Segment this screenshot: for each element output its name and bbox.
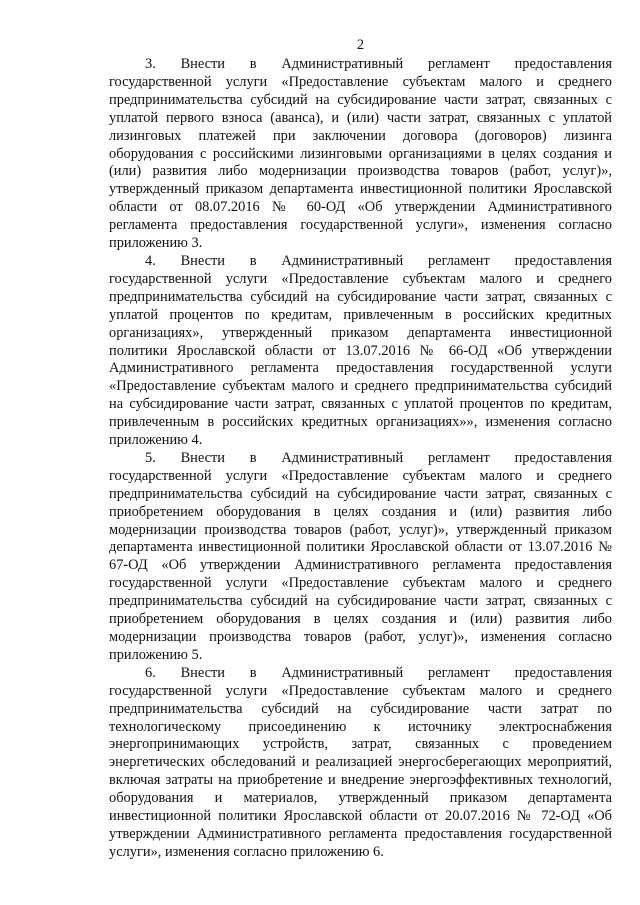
paragraph-item-6: 6. Внести в Административный регламент предоставления государственной услуги «Предоставление субъектам малого и среднего предпринимательства субсидий на субсидирование части затрат по технологическому присоединению к источнику электроснабжения энергопринимающих устройств, затрат, связанных с проведением энергетических обследований и реализацией энергосберегающих мероприятий, включая затраты на приобретение и внедрение энергоэффективных технологий, оборудования и материалов, утвержденный приказом департамента инвестиционной политики Ярославской области от 20.07.2016 № 72-ОД «Об утверждении Административного регламента предоставления государственной услуги», изменения согласно приложению 6.: [109, 664, 612, 860]
paragraph-item-4: 4. Внести в Административный регламент предоставления государственной услуги «Предоставление субъектам малого и среднего предпринимательства субсидий на субсидирование части затрат, связанных с уплатой процентов по кредитам, привлеченным в российских кредитных организациях», утвержденный приказом департамента инвестиционной политики Ярославской области от 13.07.2016 № 66-ОД «Об утверждении Административного регламента предоставления государственной услуги «Предоставление субъектам малого и среднего предпринимательства субсидий на субсидирование части затрат, связанных с уплатой процентов по кредитам, привлеченным в российских кредитных организациях»», изменения согласно приложению 4.: [109, 252, 612, 449]
page-number: 2: [356, 37, 365, 53]
paragraph-item-3: 3. Внести в Административный регламент предоставления государственной услуги «Предоставление субъектам малого и среднего предпринимательства субсидий на субсидирование части затрат, связанных с уплатой первого взноса (аванса), и (или) части затрат, связанных с уплатой лизинговых платежей при заключении договора (договоров) лизинга оборудования с российскими лизинговыми организациями в целях создания и (или) развития либо модернизации производства товаров (работ, услуг)», утвержденный приказом департамента инвестиционной политики Ярославской области от 08.07.2016 № 60-ОД «Об утверждении Административного регламента предоставления государственной услуги», изменения согласно приложению 3.: [109, 56, 612, 252]
paragraph-item-5: 5. Внести в Административный регламент предоставления государственной услуги «Предоставление субъектам малого и среднего предпринимательства субсидий на субсидирование части затрат, связанных с приобретением оборудования в целях создания и (или) развития либо модернизации производства товаров (работ, услуг)», утвержденный приказом департамента инвестиционной политики Ярославской области от 13.07.2016 № 67-ОД «Об утверждении Административного регламента предоставления государственной услуги «Предоставление субъектам малого и среднего предпринимательства субсидий на субсидирование части затрат, связанных с приобретением оборудования в целях создания и (или) развития либо модернизации производства товаров (работ, услуг)», изменения согласно приложению 5.: [109, 449, 612, 663]
